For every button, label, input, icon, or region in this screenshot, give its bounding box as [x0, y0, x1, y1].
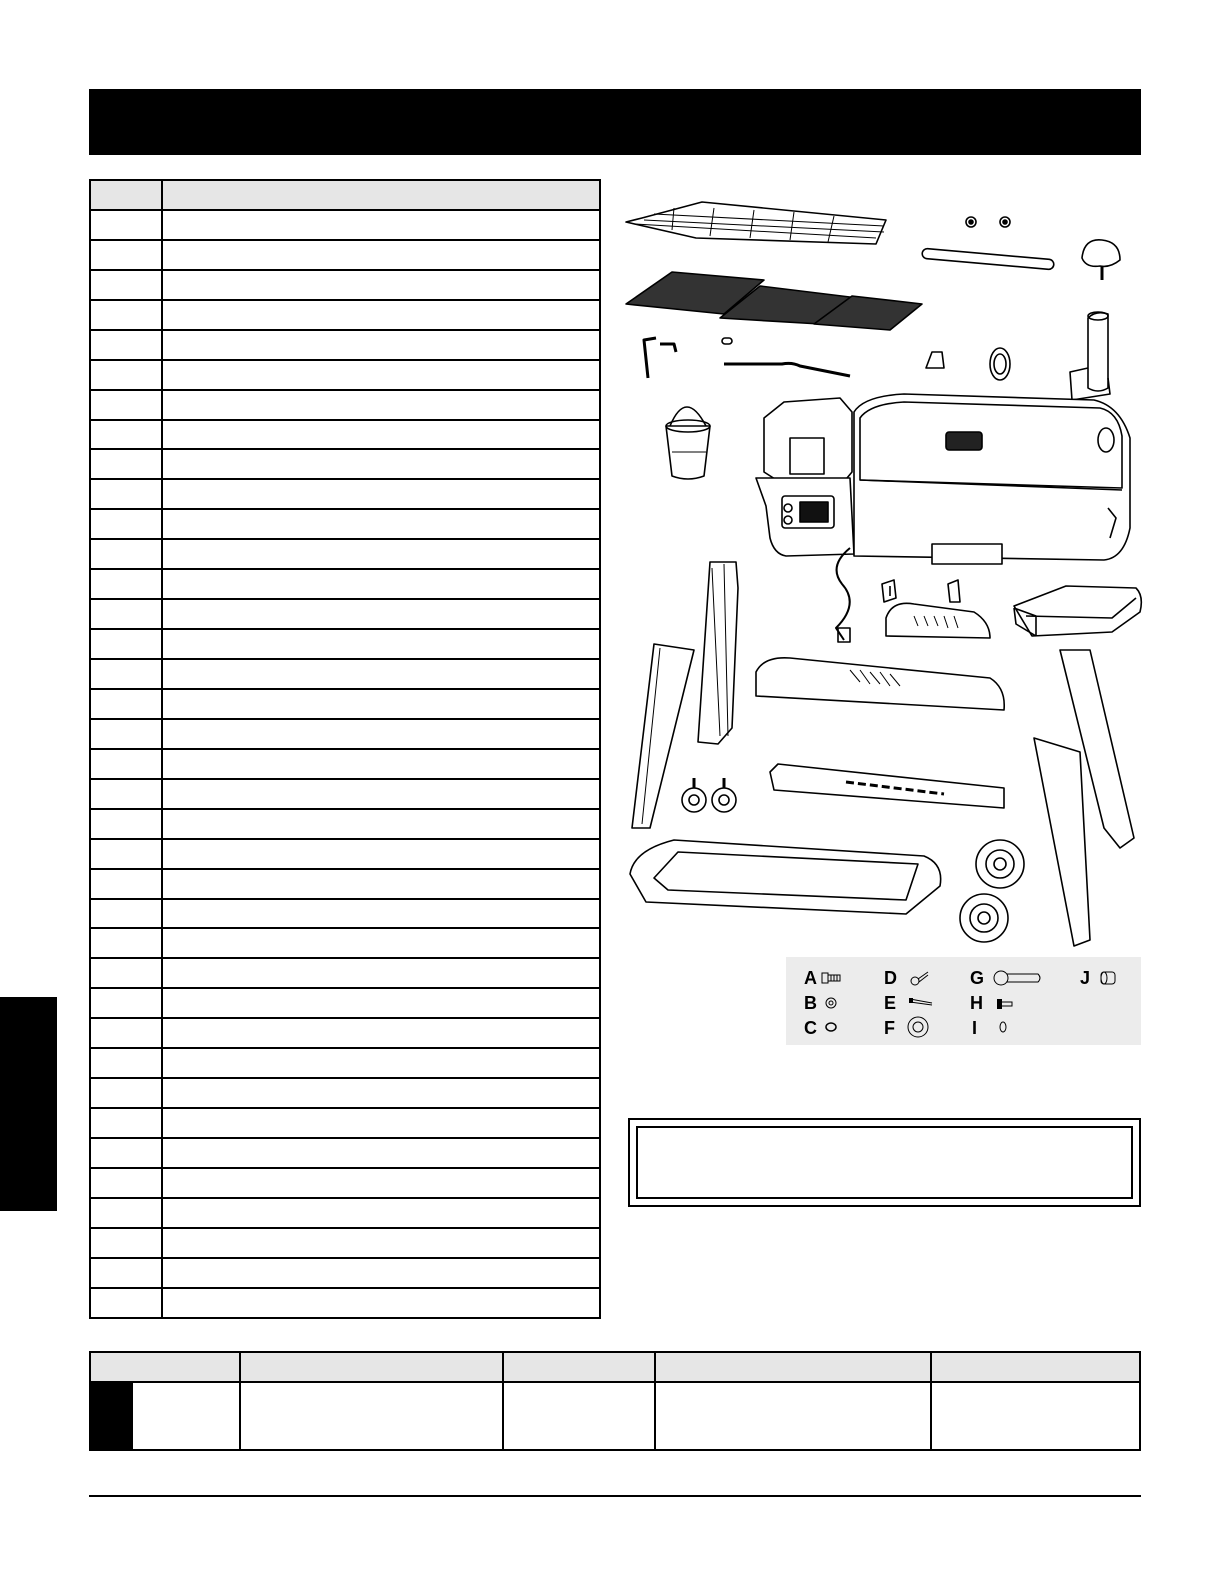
part-description-cell [162, 1288, 600, 1318]
spec-header-cell [90, 1352, 240, 1382]
part-number-cell [90, 1228, 162, 1258]
spec-cell [240, 1382, 503, 1450]
part-description-cell [162, 779, 600, 809]
table-row [90, 988, 600, 1018]
part-number-cell [90, 1138, 162, 1168]
part-number-cell [90, 659, 162, 689]
part-description-cell [162, 300, 600, 330]
table-row [90, 1078, 600, 1108]
spec-cell [503, 1382, 655, 1450]
short-bolt-icon [996, 997, 1014, 1011]
table-row [90, 869, 600, 899]
spec-cell [90, 1382, 240, 1450]
note-box [628, 1118, 1141, 1207]
spec-header-cell [931, 1352, 1140, 1382]
table-row [90, 719, 600, 749]
small-pin [722, 338, 732, 344]
part-description-cell [162, 659, 600, 689]
spec-cell [931, 1382, 1140, 1450]
front-cover [756, 658, 1004, 710]
part-description-cell [162, 928, 600, 958]
part-number-cell [90, 449, 162, 479]
bottom-shelf [630, 840, 941, 914]
table-row [90, 1108, 600, 1138]
specifications-table [89, 1351, 1141, 1451]
part-description-cell [162, 420, 600, 450]
side-tab [0, 997, 57, 1211]
exploded-parts-diagram [614, 188, 1148, 958]
note-box-inner [636, 1126, 1133, 1199]
parts-list-table [89, 179, 601, 1319]
part-description-cell [162, 958, 600, 988]
part-description-cell [162, 719, 600, 749]
hardware-label: G [970, 968, 985, 988]
table-row [90, 1048, 600, 1078]
large-washer-icon [906, 1015, 930, 1039]
hex-key [644, 338, 676, 378]
part-description-cell [162, 839, 600, 869]
part-number-cell [90, 240, 162, 270]
part-number-cell [90, 899, 162, 929]
table-row [90, 1228, 600, 1258]
part-number-cell [90, 869, 162, 899]
lid-handle-bar [922, 248, 1054, 269]
part-number-cell [90, 1048, 162, 1078]
spec-cell [655, 1382, 931, 1450]
table-row [90, 629, 600, 659]
rod [724, 363, 850, 376]
part-number-cell [90, 928, 162, 958]
table-row [90, 1288, 600, 1318]
part-description-cell [162, 1258, 600, 1288]
part-number-cell [90, 1258, 162, 1288]
table-row [90, 1198, 600, 1228]
part-description-cell [162, 360, 600, 390]
table-row [90, 1258, 600, 1288]
hardware-label: B [804, 993, 817, 1013]
table-row [90, 300, 600, 330]
axle-pin-icon [992, 969, 1044, 987]
part-number-cell [90, 599, 162, 629]
long-screw-icon [908, 996, 934, 1006]
front-panel [770, 764, 1004, 808]
table-row [90, 899, 600, 929]
screw-icon [820, 971, 842, 985]
part-description-cell [162, 749, 600, 779]
table-row [90, 539, 600, 569]
hardware-label: D [884, 968, 897, 988]
part-number-cell [90, 749, 162, 779]
knob [1082, 240, 1120, 267]
part-number-cell [90, 210, 162, 240]
leg-front-right [1034, 738, 1090, 946]
part-description-cell [162, 869, 600, 899]
part-number-cell [90, 629, 162, 659]
spec-header-cell [240, 1352, 503, 1382]
part-description-cell [162, 629, 600, 659]
header-banner [89, 89, 1141, 155]
part-description-cell [162, 509, 600, 539]
table-row [90, 1138, 600, 1168]
leg-rear-left [698, 562, 738, 744]
power-cord [836, 548, 850, 640]
part-description-cell [162, 390, 600, 420]
part-number-cell [90, 300, 162, 330]
table-row [90, 360, 600, 390]
part-number-cell [90, 988, 162, 1018]
casters [682, 778, 736, 812]
table-row [90, 509, 600, 539]
part-description-cell [162, 689, 600, 719]
parts-header-description [162, 180, 600, 210]
part-number-cell [90, 1018, 162, 1048]
table-row [90, 479, 600, 509]
hardware-legend [786, 957, 1141, 1045]
gasket [990, 348, 1010, 380]
part-description-cell [162, 1228, 600, 1258]
part-number-cell [90, 509, 162, 539]
part-description-cell [162, 1138, 600, 1168]
part-description-cell [162, 240, 600, 270]
part-description-cell [162, 1078, 600, 1108]
table-row [90, 1168, 600, 1198]
table-row [90, 958, 600, 988]
part-description-cell [162, 809, 600, 839]
part-description-cell [162, 599, 600, 629]
part-number-cell [90, 420, 162, 450]
washer-icon [824, 996, 838, 1010]
part-number-cell [90, 1198, 162, 1228]
table-row [90, 839, 600, 869]
part-description-cell [162, 569, 600, 599]
part-number-cell [90, 360, 162, 390]
grease-bucket [666, 407, 710, 479]
lock-washer-icon [824, 1020, 838, 1034]
hardware-label: C [804, 1018, 817, 1038]
part-number-cell [90, 270, 162, 300]
part-number-cell [90, 1288, 162, 1318]
table-row [90, 1018, 600, 1048]
table-row [90, 659, 600, 689]
spec-header-cell [503, 1352, 655, 1382]
footer-rule [89, 1495, 1141, 1497]
part-number-cell [90, 539, 162, 569]
mount-bracket [948, 580, 960, 602]
part-description-cell [162, 449, 600, 479]
part-number-cell [90, 809, 162, 839]
part-number-cell [90, 479, 162, 509]
table-row [90, 270, 600, 300]
part-description-cell [162, 1048, 600, 1078]
table-row [90, 449, 600, 479]
hardware-label: I [972, 1018, 978, 1038]
table-row [90, 809, 600, 839]
part-description-cell [162, 539, 600, 569]
part-description-cell [162, 1018, 600, 1048]
spec-marker [91, 1383, 133, 1449]
cap-icon [1098, 969, 1118, 987]
table-row [90, 330, 600, 360]
table-row [90, 390, 600, 420]
part-description-cell [162, 210, 600, 240]
hardware-label: F [884, 1018, 895, 1038]
part-number-cell [90, 839, 162, 869]
grill-body [756, 394, 1130, 564]
part-number-cell [90, 1108, 162, 1138]
table-row [90, 599, 600, 629]
hardware-label: E [884, 993, 897, 1013]
part-number-cell [90, 779, 162, 809]
part-description-cell [162, 1198, 600, 1228]
part-number-cell [90, 1168, 162, 1198]
bracket-small [926, 352, 944, 368]
leg-front-left [632, 644, 694, 828]
part-description-cell [162, 330, 600, 360]
nut-icon [998, 1020, 1008, 1034]
bolt-icon [910, 969, 930, 987]
hopper-lid [886, 603, 990, 638]
part-number-cell [90, 569, 162, 599]
warming-rack [626, 202, 886, 244]
table-row [90, 928, 600, 958]
part-number-cell [90, 689, 162, 719]
cooking-grates [626, 272, 922, 330]
part-number-cell [90, 330, 162, 360]
part-number-cell [90, 390, 162, 420]
part-number-cell [90, 958, 162, 988]
table-row [90, 749, 600, 779]
hardware-label: A [804, 968, 817, 988]
mount-bracket [882, 580, 896, 602]
part-description-cell [162, 1108, 600, 1138]
table-row [90, 779, 600, 809]
parts-header-number [90, 180, 162, 210]
part-description-cell [162, 988, 600, 1018]
part-description-cell [162, 270, 600, 300]
table-row [90, 689, 600, 719]
part-description-cell [162, 899, 600, 929]
part-number-cell [90, 1078, 162, 1108]
table-row [90, 420, 600, 450]
part-description-cell [162, 479, 600, 509]
wheels [960, 840, 1024, 942]
part-number-cell [90, 719, 162, 749]
part-description-cell [162, 1168, 600, 1198]
table-row [90, 210, 600, 240]
hardware-label: H [970, 993, 983, 1013]
chimney [1070, 312, 1110, 400]
table-row [90, 569, 600, 599]
parts-header-row [90, 180, 600, 210]
side-shelf [1014, 586, 1141, 636]
spec-header-cell [655, 1352, 931, 1382]
table-row [90, 240, 600, 270]
hardware-label: J [1080, 968, 1091, 988]
